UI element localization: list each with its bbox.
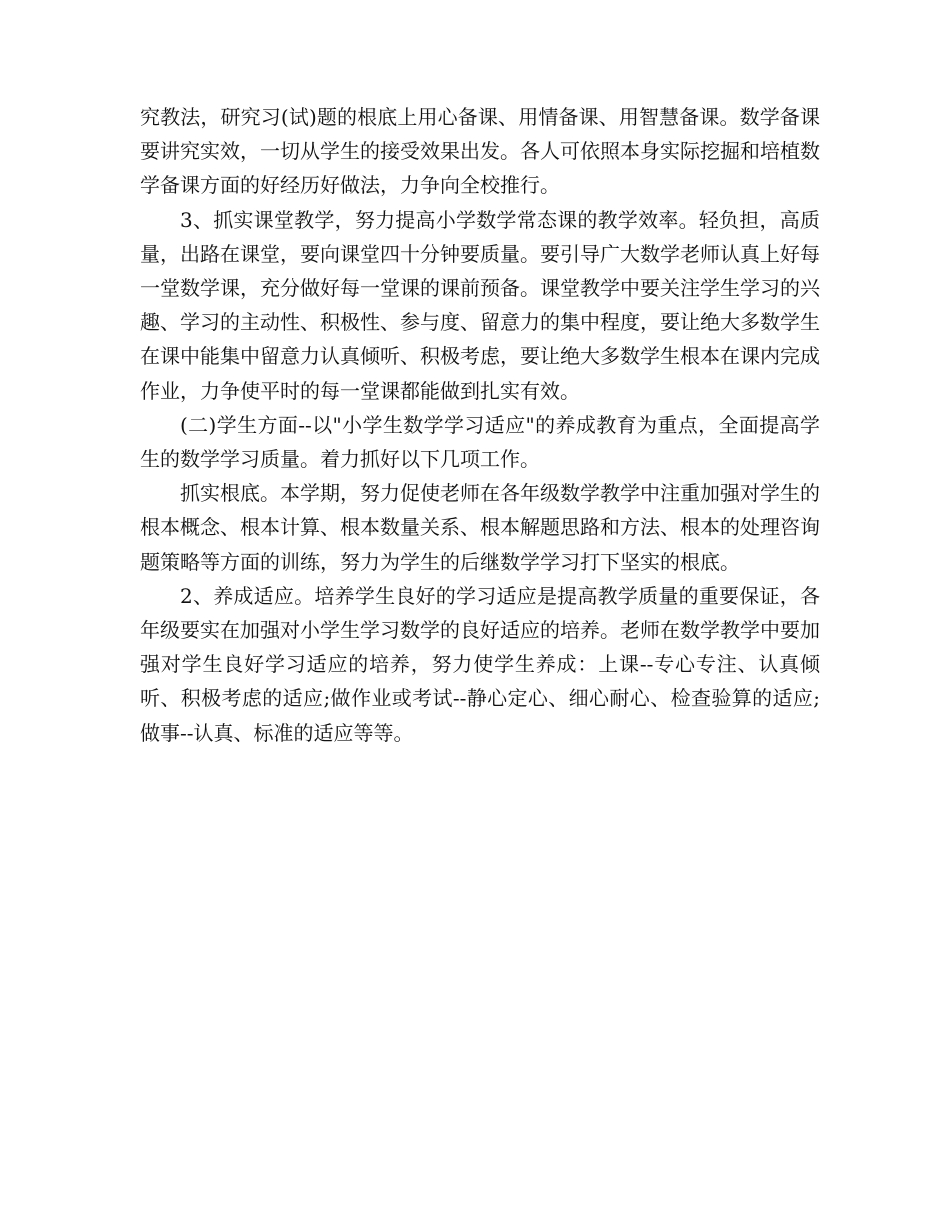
paragraph-3: (二)学生方面--以"小学生数学学习适应"的养成教育为重点，全面提高学生的数学学习质量。着力抓好以下几项工作。 <box>140 412 820 472</box>
document-body <box>140 100 820 750</box>
paragraph-4: 抓实根底。本学期，努力促使老师在各年级数学教学中注重加强对学生的根本概念、根本计算、根本数量关系、根本解题思路和方法、根本的处理咨询题策略等方面的训练，努力为学生的后继数学学习打下坚实的根底。 <box>140 481 820 574</box>
paragraph-5: 2、养成适应。培养学生良好的学习适应是提高教学质量的重要保证，各年级要实在加强对小学生学习数学的良好适应的培养。老师在数学教学中要加强对学生良好学习适应的培养，努力使学生养成：上课--专心专注、认真倾听、积极考虑的适应;做作业或考试--静心定心、细心耐心、检查验算的适应;做事--认真、标准的适应等等。 <box>140 583 820 745</box>
paragraph-1: 究教法，研究习(试)题的根底上用心备课、用情备课、用智慧备课。数学备课要讲究实效，一切从学生的接受效果出发。各人可依照本身实际挖掘和培植数学备课方面的好经历好做法，力争向全校推行。 <box>140 105 820 198</box>
paragraph-2: 3、抓实课堂教学，努力提高小学数学常态课的教学效率。轻负担，高质量，出路在课堂，要向课堂四十分钟要质量。要引导广大数学老师认真上好每一堂数学课，充分做好每一堂课的课前预备。课堂教学中要关注学生学习的兴趣、学习的主动性、积极性、参与度、留意力的集中程度，要让绝大多数学生在课中能集中留意力认真倾听、积极考虑，要让绝大多数学生根本在课内完成作业，力争使平时的每一堂课都能做到扎实有效。 <box>140 207 820 403</box>
